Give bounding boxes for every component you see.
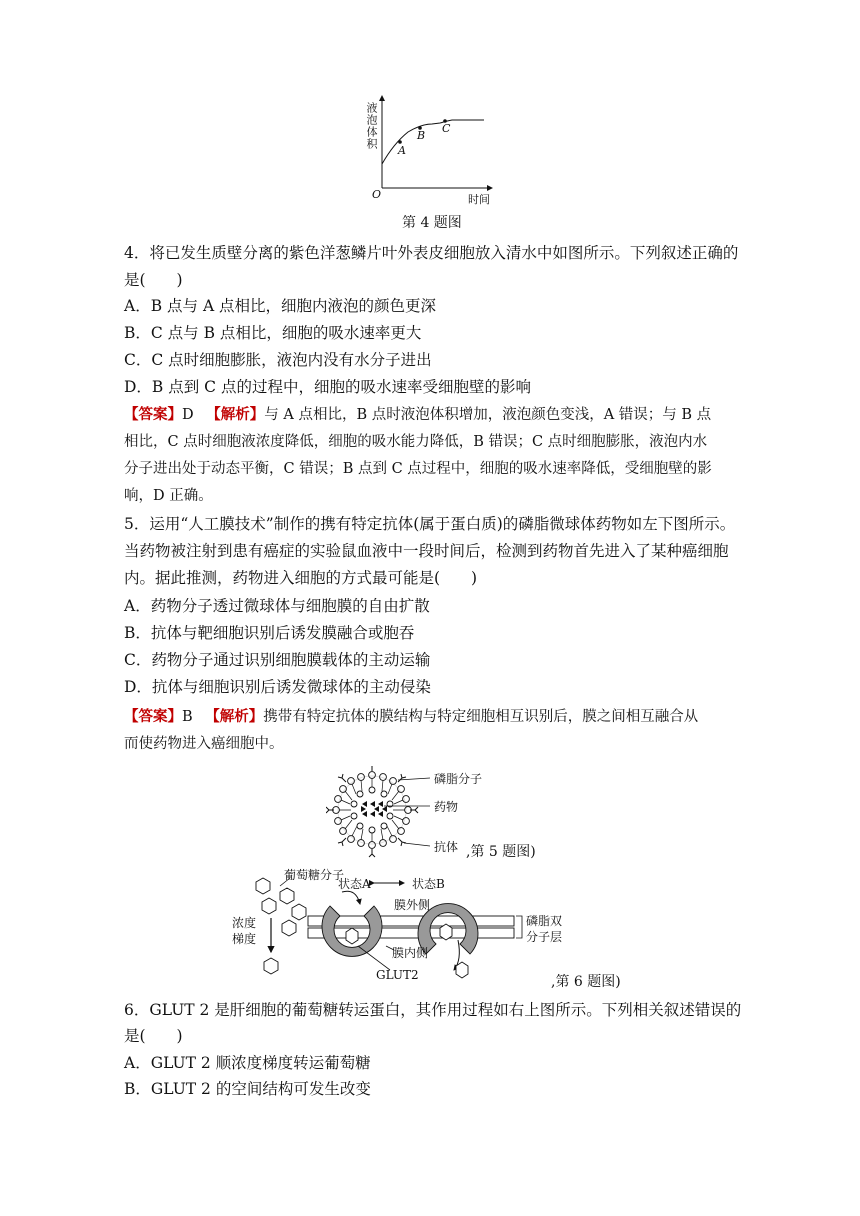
q4-option-b: B．C 点与 B 点相比，细胞的吸水速率更大: [124, 324, 422, 342]
q4-point-c: C: [442, 122, 451, 135]
volume-curve: [382, 120, 484, 164]
q4-caption: 第 4 题图: [402, 215, 462, 231]
q5-answer-tag: 【答案】: [124, 708, 182, 725]
q4-ylabel: 液泡体积: [365, 102, 378, 150]
q4-option-a: A．B 点与 A 点相比，细胞内液泡的颜色更深: [124, 297, 437, 315]
q6-option-a: A．GLUT 2 顺浓度梯度转运葡萄糖: [124, 1054, 371, 1072]
label-gradient-2: 梯度: [232, 932, 257, 946]
label-phospholipid: 磷脂分子: [434, 772, 483, 786]
label-bilayer-1: 磷脂双: [526, 914, 563, 928]
label-state-b: 状态B: [412, 877, 445, 891]
q5-option-c: C．药物分子通过识别细胞膜载体的主动运输: [124, 651, 431, 669]
q6-figure: [226, 866, 566, 986]
label-drug: 药物: [434, 800, 459, 814]
q4-point-a: A: [398, 144, 406, 157]
glut2-leader: [358, 946, 390, 970]
glut2-state-b: [418, 904, 478, 978]
q6-caption: ,第 6 题图): [551, 974, 621, 990]
q5-answer-line: [124, 707, 744, 727]
label-inside: 膜内侧: [392, 946, 429, 960]
q4-answer: D: [182, 407, 194, 423]
q6-option-b: B．GLUT 2 的空间结构可发生改变: [124, 1080, 371, 1098]
q4-option-d: D．B 点到 C 点的过程中，细胞的吸水速率受细胞壁的影响: [124, 378, 531, 396]
q5-stem-2: 当药物被注射到患有癌症的实验鼠血液中一段时间后，检测到药物首先进入了某种癌细胞: [124, 542, 729, 560]
q4-analysis-3: 分子进出处于动态平衡，C 错误；B 点到 C 点过程中，细胞的吸水速率降低，受细胞壁的影: [124, 461, 712, 477]
q6-stem-2: 是( ): [124, 1027, 183, 1045]
q4-stem-2: 是( ): [124, 271, 183, 289]
q5-option-b: B．抗体与靶细胞识别后诱发膜融合或胞吞: [124, 624, 415, 642]
q5-answer: B: [182, 709, 193, 725]
q5-option-d: D．抗体与细胞识别后诱发微球体的主动侵染: [124, 678, 431, 696]
q4-analysis-1: 与 A 点相比，B 点时液泡体积增加，液泡颜色变浅，A 错误；与 B 点: [264, 407, 712, 423]
label-glucose: 葡萄糖分子: [284, 868, 345, 882]
q4-analysis-tag: 【解析】: [206, 406, 265, 423]
q4-xlabel: 时间: [468, 193, 490, 206]
label-outside: 膜外侧: [394, 898, 431, 912]
antibody-leader: [404, 843, 430, 846]
bilayer-bracket: [516, 916, 522, 938]
q4-analysis-4: 响，D 正确。: [124, 488, 213, 504]
label-antibody: 抗体: [434, 840, 459, 854]
q4-option-c: C．C 点时细胞膨胀，液泡内没有水分子进出: [124, 351, 432, 369]
label-gradient-1: 浓度: [232, 916, 257, 930]
q5-stem-3: 内。据此推测，药物进入细胞的方式最可能是( ): [124, 569, 478, 587]
q4-origin: O: [372, 188, 382, 201]
q5-analysis-tag: 【解析】: [205, 708, 264, 725]
label-state-a: 状态A: [338, 877, 371, 891]
q5-analysis-1: 携带有特定抗体的膜结构与特定细胞相互识别后，膜之间相互融合从: [263, 709, 699, 725]
q5-stem-1: 5．运用“人工膜技术”制作的携有特定抗体(属于蛋白质)的磷脂微球体药物如左下图所示。: [124, 515, 736, 533]
label-glut2: GLUT2: [376, 968, 419, 982]
membrane-bilayer: [308, 916, 514, 938]
q4-graph: [360, 92, 500, 210]
glucose-molecules: [256, 878, 306, 974]
label-bilayer-2: 分子层: [526, 930, 563, 944]
q5-analysis-2: 而使药物进入癌细胞中。: [124, 736, 284, 752]
q4-analysis-2: 相比，C 点时细胞液浓度降低，细胞的吸水能力降低，B 错误；C 点时细胞膨胀，液泡内水: [124, 434, 708, 450]
q4-point-b: B: [417, 129, 426, 142]
q4-stem-1: 4．将已发生质壁分离的紫色洋葱鳞片叶外表皮细胞放入清水中如图所示。下列叙述正确的: [124, 244, 739, 262]
q5-caption: ,第 5 题图): [466, 844, 536, 860]
q4-answer-line: [124, 405, 744, 425]
q4-answer-tag: 【答案】: [124, 406, 182, 423]
q5-option-a: A．药物分子透过微球体与细胞膜的自由扩散: [124, 597, 430, 615]
q6-stem-1: 6．GLUT 2 是肝细胞的葡萄糖转运蛋白，其作用过程如右上图所示。下列相关叙述错误的: [124, 1001, 742, 1019]
